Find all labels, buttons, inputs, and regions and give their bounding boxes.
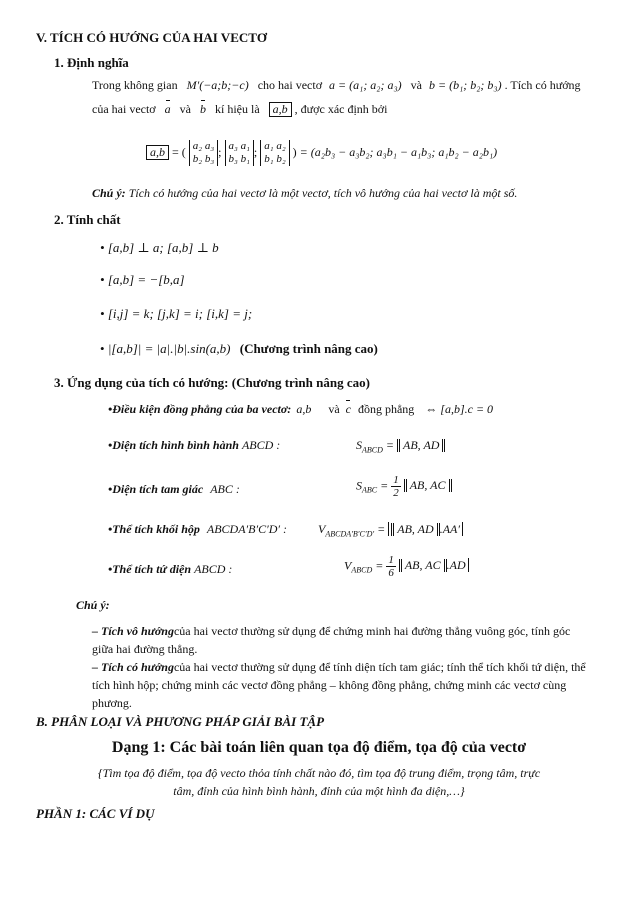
fraction-numerator: 1 — [393, 474, 399, 486]
dang-description-1: {Tìm tọa độ điểm, tọa độ vecto thỏa tính chất nào đó, tìm tọa độ trung điểm, trọng tâm, trực — [97, 766, 541, 780]
formula-subscript: ABCDA′B′C′D′ — [325, 529, 375, 539]
note-text: Tích có hướng của hai vectơ là một vectơ, tích vô hướng của hai vectơ là một số. — [128, 186, 518, 200]
cross-product-rhs: = (a₂b₃ − a₃b₂; a₃b₁ − a₁b₃; a₁b₂ − a₂b₁) — [299, 144, 498, 159]
property-1: • [a,b] ⊥ a; [a,b] ⊥ b — [100, 240, 219, 255]
application-tetrahedron — [108, 562, 232, 577]
definition-text: và — [179, 102, 191, 116]
vector-a-definition: a = (a₁; a₂; a₃) — [329, 78, 402, 92]
property-formula: [i,j] = k; [j,k] = i; [i,k] = j; — [107, 306, 253, 321]
coplanar-formula: ⇔ [a,b].c = 0 — [425, 402, 494, 416]
vector-c: c — [345, 402, 351, 416]
vector-a: a — [164, 102, 171, 116]
property-formula: [a,b] = −[b,a] — [107, 272, 185, 287]
application-figure: ABCD : — [241, 438, 281, 452]
cross-product-notation: a,b — [269, 102, 292, 117]
note-text: của hai vectơ thường sử dụng để chứng minh hai đường thẳng vuông góc, tính góc giữa hai đường thẳng. — [92, 624, 571, 656]
fraction — [386, 554, 396, 579]
property-note: (Chương trình nâng cao) — [239, 341, 378, 356]
formula-subscript: ABCD — [351, 565, 373, 575]
vector-b: b — [199, 102, 206, 116]
fraction-numerator: 1 — [388, 554, 394, 566]
definition-line-1 — [92, 78, 581, 93]
note-emphasis: – Tích có hướng — [92, 660, 174, 674]
note-2-label: Chú ý: — [76, 598, 110, 612]
property-3: • [i,j] = k; [j,k] = i; [i,k] = j; — [100, 306, 253, 321]
formula-bracket: AB, AD — [397, 439, 445, 452]
application-text: đồng phẳng — [357, 402, 415, 416]
formula-tail: .AA′ — [439, 522, 460, 536]
determinant-2: a₃ a₁ b₃ b₁ — [225, 140, 254, 166]
application-label: •Điều kiện đồng phẳng của ba vectơ: — [108, 402, 292, 416]
parallelogram-area-formula: $S_{ABCD}$ = AB, AD — [356, 438, 445, 454]
fraction-denominator: 6 — [388, 567, 394, 579]
definition-text: kí hiệu là — [214, 102, 260, 116]
definition-text: cho hai vectơ — [257, 78, 323, 92]
formula-bracket: AB, AC — [399, 559, 447, 572]
absolute-value — [399, 558, 469, 572]
note-label: Chú ý: — [92, 186, 126, 200]
formula-symbol: S — [356, 438, 362, 452]
note-emphasis: – Tích vô hướng — [92, 624, 174, 638]
dang-description-2: tâm, đỉnh của hình bình hành, đỉnh của một hình đa diện,…} — [173, 784, 465, 798]
note-2-item-1 — [92, 622, 592, 658]
property-2: • [a,b] = −[b,a] — [100, 272, 185, 287]
formula-symbol: V — [344, 558, 352, 573]
formula-bracket: AB, AD — [391, 523, 439, 536]
application-coplanar — [108, 402, 493, 417]
formula-symbol: V — [318, 522, 326, 536]
determinant-1: a₂ a₃ b₂ b₃ — [189, 140, 218, 166]
application-figure: ABCD : — [194, 562, 233, 576]
triangle-area-formula: $S_{ABC}$ = $\frac{1}{2}$ AB, AC — [356, 474, 452, 499]
application-text: và — [328, 402, 340, 416]
property-formula: |[a,b]| = |a|.|b|.sin(a,b) — [107, 341, 231, 356]
definition-text: Trong không gian — [92, 78, 178, 92]
applications-heading: 3. Ứng dụng của tích có hướng: (Chương trình nâng cao) — [54, 375, 370, 390]
application-label: •Thể tích khối hộp — [108, 522, 200, 536]
cross-product-lhs: a,b — [146, 145, 169, 160]
property-4: • |[a,b]| = |a|.|b|.sin(a,b) (Chương trình nâng cao) — [100, 341, 378, 356]
definition-text: . Tích có hướng — [504, 78, 581, 92]
formula-subscript: ABC — [362, 485, 378, 495]
formula-subscript: ABCD — [362, 445, 383, 455]
application-figure: ABC : — [210, 482, 240, 496]
application-vectors: a,b — [296, 402, 312, 416]
section-b-heading: B. PHÂN LOẠI VÀ PHƯƠNG PHÁP GIẢI BÀI TẬP — [36, 714, 325, 729]
definition-text: , được xác định bởi — [294, 102, 388, 116]
fraction — [391, 474, 401, 499]
properties-heading: 2. Tính chất — [54, 212, 121, 227]
vector-b-definition: b = (b₁; b₂; b₃) — [428, 78, 502, 92]
absolute-value — [388, 522, 463, 536]
application-parallelogram — [108, 438, 280, 453]
determinant-3: a₁ a₂ b₁ b₂ — [260, 140, 289, 166]
application-label: •Thể tích tứ diện — [108, 562, 192, 576]
formula-symbol: S — [356, 478, 362, 493]
space-name: M′(−a;b;−c) — [186, 78, 249, 92]
application-box — [108, 522, 287, 537]
fraction-denominator: 2 — [393, 487, 399, 499]
note-2-item-2 — [92, 658, 592, 712]
formula-bracket: AB, AC — [404, 479, 452, 492]
definition-line-2 — [92, 102, 387, 117]
section-heading: V. TÍCH CÓ HƯỚNG CỦA HAI VECTƠ — [36, 30, 268, 45]
application-figure: ABCDA′B′C′D′ : — [206, 522, 288, 536]
note-1 — [92, 186, 517, 201]
dang-title: Dạng 1: Các bài toán liên quan tọa độ điểm, tọa độ của vectơ — [111, 739, 527, 756]
application-label: •Diện tích tam giác — [108, 482, 204, 496]
box-volume-formula: $V_{ABCDA'B'C'D'}$ = AB, AD .AA′ — [318, 522, 463, 538]
note-text: của hai vectơ thường sử dụng để tính diện tích tam giác; tính thể tích khối tứ diện, thể tích hình hộp; chứng minh các vectơ đồng phẳng – không đồng phẳng, chứng minh các vectơ cùng phương. — [92, 660, 586, 710]
definition-text: của hai vectơ — [92, 102, 156, 116]
formula-tail: .AD — [446, 558, 466, 573]
part-1-heading: PHẦN 1: CÁC VÍ DỤ — [36, 806, 155, 821]
cross-product-formula: a,b = ( a₂ a₃ b₂ b₃; a₃ a₁ b₃ b₁; a₁ a₂ b₁ b₂ ) = (a₂b₃ − a₃b₂; a₃b₁ − a₁b₃; a₁b₂ − a₂b₁) — [146, 140, 497, 166]
property-formula: [a,b] ⊥ a; [a,b] ⊥ b — [107, 240, 219, 255]
tetrahedron-volume-formula: $V_{ABCD}$ = $\frac{1}{6}$ AB, AC .AD — [344, 554, 469, 579]
application-label: •Diện tích hình bình hành — [108, 438, 239, 452]
definition-text: và — [410, 78, 422, 92]
definition-heading: 1. Định nghĩa — [54, 55, 129, 70]
application-triangle — [108, 482, 240, 497]
